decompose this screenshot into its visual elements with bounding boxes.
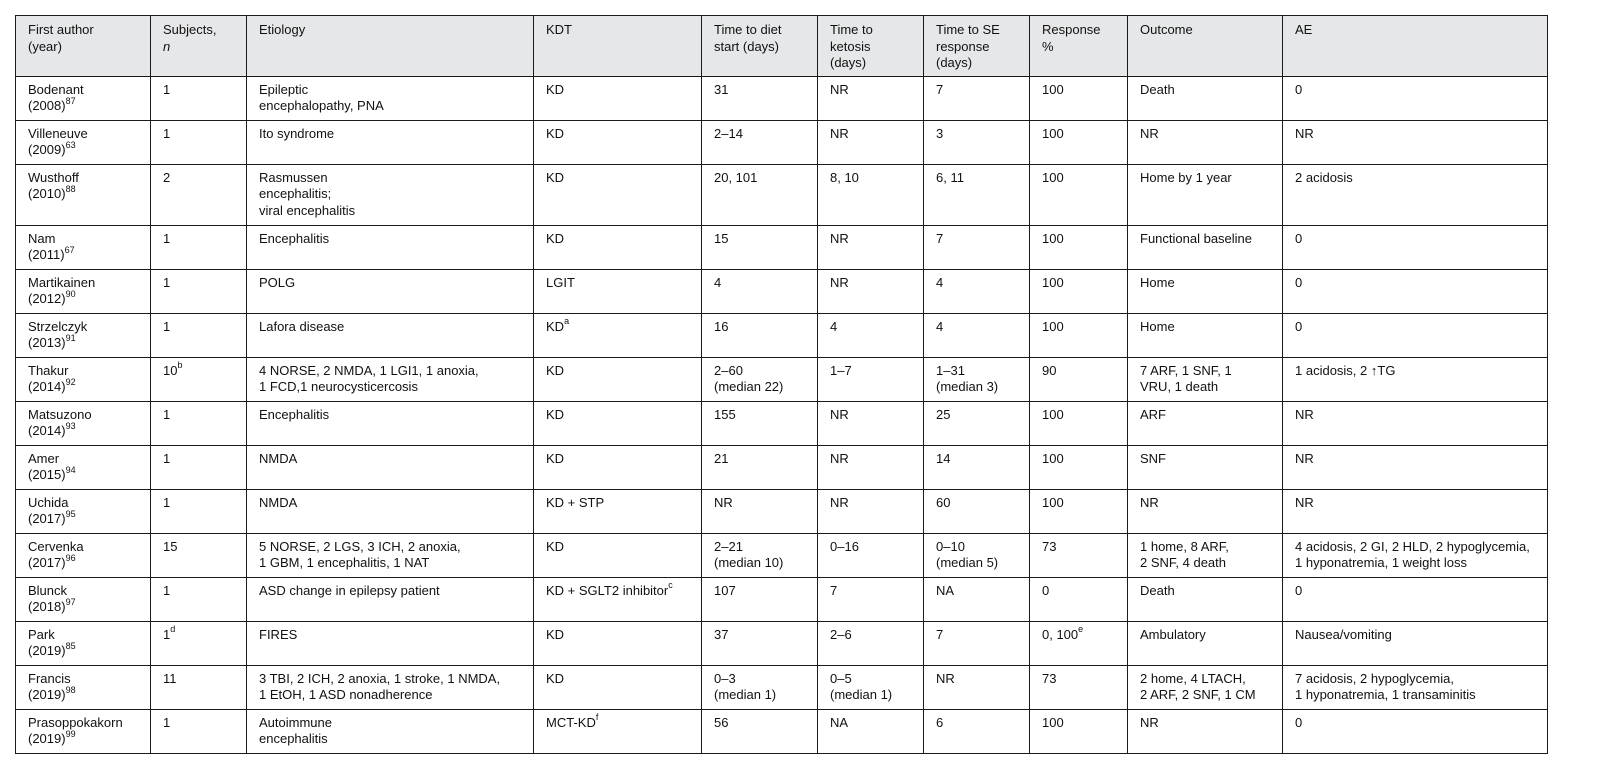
- cell-time-to-diet-start: 2–60 (median 22): [702, 357, 818, 401]
- cell-ae: NR: [1283, 120, 1548, 164]
- cell-response-percent: 73: [1030, 533, 1128, 577]
- cell-first-author: Matsuzono $(2014)^{93}$: [16, 401, 151, 445]
- cell-ae: NR: [1283, 445, 1548, 489]
- cell-subjects: 2: [151, 164, 247, 225]
- cell-kdt: LGIT: [534, 269, 702, 313]
- cell-kdt: KD: [534, 164, 702, 225]
- cell-kdt: KD: [534, 533, 702, 577]
- cell-time-to-se-response: 14: [924, 445, 1030, 489]
- cell-ae: NR: [1283, 401, 1548, 445]
- cell-time-to-diet-start: NR: [702, 489, 818, 533]
- cell-ae: 0: [1283, 269, 1548, 313]
- cell-ae: NR: [1283, 489, 1548, 533]
- cell-ae: 0: [1283, 225, 1548, 269]
- cell-etiology: NMDA: [247, 445, 534, 489]
- reference-superscript: 85: [65, 640, 76, 651]
- cell-first-author: Nam $(2011)^{67}$: [16, 225, 151, 269]
- table-row: [16, 489, 1548, 533]
- cell-response-percent: 100: [1030, 269, 1128, 313]
- cell-time-to-se-response: 7: [924, 225, 1030, 269]
- cell-outcome: SNF: [1128, 445, 1283, 489]
- cell-subjects: 1: [151, 225, 247, 269]
- table-row: [16, 401, 1548, 445]
- cell-etiology: POLG: [247, 269, 534, 313]
- header-time-to-diet-start: Time to diet start (days): [702, 16, 818, 77]
- cell-outcome: Home by 1 year: [1128, 164, 1283, 225]
- cell-time-to-se-response: 7: [924, 621, 1030, 665]
- cell-ae: 7 acidosis, 2 hypoglycemia, 1 hyponatremia, 1 transaminitis: [1283, 665, 1548, 709]
- cell-etiology: 5 NORSE, 2 LGS, 3 ICH, 2 anoxia, 1 GBM, 1 encephalitis, 1 NAT: [247, 533, 534, 577]
- cell-response-percent: 90: [1030, 357, 1128, 401]
- reference-superscript: 99: [65, 728, 76, 739]
- footnote-superscript: b: [177, 360, 183, 371]
- cell-time-to-diet-start: 2–21 (median 10): [702, 533, 818, 577]
- cell-time-to-ketosis: NR: [818, 76, 924, 120]
- footnote-superscript: a: [564, 316, 570, 327]
- cell-outcome: Functional baseline: [1128, 225, 1283, 269]
- table-row: [16, 577, 1548, 621]
- cell-time-to-se-response: 4: [924, 269, 1030, 313]
- cell-time-to-ketosis: 8, 10: [818, 164, 924, 225]
- header-ae: AE: [1283, 16, 1548, 77]
- cell-subjects: 1: [151, 313, 247, 357]
- study-summary-table: [15, 15, 1548, 754]
- cell-first-author: Martikainen $(2012)^{90}$: [16, 269, 151, 313]
- table-row: [16, 445, 1548, 489]
- cell-subjects: 1: [151, 269, 247, 313]
- cell-subjects: 1: [151, 445, 247, 489]
- cell-time-to-diet-start: 16: [702, 313, 818, 357]
- cell-ae: 0: [1283, 313, 1548, 357]
- data-table-container: [15, 15, 1547, 754]
- cell-etiology: 4 NORSE, 2 NMDA, 1 LGI1, 1 anoxia, 1 FCD,1 neurocysticercosis: [247, 357, 534, 401]
- footnote-superscript: c: [668, 580, 673, 591]
- cell-kdt: MCT-$KD^f$: [534, 709, 702, 753]
- cell-subjects: 1: [151, 401, 247, 445]
- cell-time-to-diet-start: 20, 101: [702, 164, 818, 225]
- cell-etiology: NMDA: [247, 489, 534, 533]
- cell-kdt: KD: [534, 225, 702, 269]
- cell-kdt: KD: [534, 621, 702, 665]
- table-row: [16, 120, 1548, 164]
- reference-superscript: 87: [65, 95, 76, 106]
- header-subjects: Subjects, n: [151, 16, 247, 77]
- cell-ae: 4 acidosis, 2 GI, 2 HLD, 2 hypoglycemia, 1 hyponatremia, 1 weight loss: [1283, 533, 1548, 577]
- cell-etiology: Encephalitis: [247, 225, 534, 269]
- cell-time-to-se-response: 0–10 (median 5): [924, 533, 1030, 577]
- cell-time-to-diet-start: 15: [702, 225, 818, 269]
- cell-time-to-se-response: 60: [924, 489, 1030, 533]
- table-row: [16, 665, 1548, 709]
- cell-time-to-diet-start: 56: [702, 709, 818, 753]
- cell-first-author: Cervenka $(2017)^{96}$: [16, 533, 151, 577]
- table-row: [16, 357, 1548, 401]
- reference-superscript: 90: [65, 288, 76, 299]
- reference-superscript: 95: [65, 508, 76, 519]
- cell-time-to-ketosis: 2–6: [818, 621, 924, 665]
- cell-first-author: Villeneuve $(2009)^{63}$: [16, 120, 151, 164]
- cell-outcome: 2 home, 4 LTACH, 2 ARF, 2 SNF, 1 CM: [1128, 665, 1283, 709]
- cell-etiology: FIRES: [247, 621, 534, 665]
- cell-outcome: NR: [1128, 709, 1283, 753]
- cell-time-to-se-response: 1–31 (median 3): [924, 357, 1030, 401]
- cell-time-to-diet-start: 107: [702, 577, 818, 621]
- cell-time-to-ketosis: NA: [818, 709, 924, 753]
- cell-response-percent: 100: [1030, 313, 1128, 357]
- cell-response-percent: 100: [1030, 164, 1128, 225]
- table-row: [16, 313, 1548, 357]
- cell-etiology: 3 TBI, 2 ICH, 2 anoxia, 1 stroke, 1 NMDA, 1 EtOH, 1 ASD nonadherence: [247, 665, 534, 709]
- cell-ae: 0: [1283, 76, 1548, 120]
- cell-response-percent: 100: [1030, 120, 1128, 164]
- cell-time-to-ketosis: 4: [818, 313, 924, 357]
- cell-time-to-diet-start: 21: [702, 445, 818, 489]
- cell-time-to-ketosis: 7: [818, 577, 924, 621]
- cell-kdt: KD: [534, 665, 702, 709]
- cell-time-to-se-response: NA: [924, 577, 1030, 621]
- cell-subjects: 1: [151, 709, 247, 753]
- cell-subjects: 1: [151, 120, 247, 164]
- cell-time-to-se-response: 6: [924, 709, 1030, 753]
- cell-first-author: Park $(2019)^{85}$: [16, 621, 151, 665]
- reference-superscript: 63: [65, 139, 76, 150]
- header-etiology: Etiology: [247, 16, 534, 77]
- cell-time-to-diet-start: 4: [702, 269, 818, 313]
- cell-etiology: Rasmussen encephalitis; viral encephalitis: [247, 164, 534, 225]
- cell-response-percent: 100: [1030, 225, 1128, 269]
- header-response-percent: Response %: [1030, 16, 1128, 77]
- reference-superscript: 96: [65, 552, 76, 563]
- cell-time-to-ketosis: NR: [818, 269, 924, 313]
- cell-first-author: Thakur $(2014)^{92}$: [16, 357, 151, 401]
- cell-time-to-se-response: 6, 11: [924, 164, 1030, 225]
- table-row: [16, 709, 1548, 753]
- cell-time-to-diet-start: 155: [702, 401, 818, 445]
- cell-response-percent: 0, 100e: [1030, 621, 1128, 665]
- cell-response-percent: 100: [1030, 401, 1128, 445]
- cell-response-percent: 100: [1030, 489, 1128, 533]
- cell-response-percent: 100: [1030, 445, 1128, 489]
- reference-superscript: 88: [65, 183, 76, 194]
- cell-first-author: Blunck $(2018)^{97}$: [16, 577, 151, 621]
- cell-time-to-diet-start: 0–3 (median 1): [702, 665, 818, 709]
- cell-time-to-ketosis: NR: [818, 401, 924, 445]
- table-row: [16, 76, 1548, 120]
- cell-outcome: Home: [1128, 313, 1283, 357]
- cell-kdt: $KD^a$: [534, 313, 702, 357]
- table-row: [16, 269, 1548, 313]
- cell-response-percent: 0: [1030, 577, 1128, 621]
- cell-kdt: KD: [534, 445, 702, 489]
- footnote-superscript: f: [595, 712, 599, 723]
- cell-time-to-se-response: 3: [924, 120, 1030, 164]
- cell-subjects: 1: [151, 577, 247, 621]
- cell-subjects: 11: [151, 665, 247, 709]
- cell-outcome: Death: [1128, 577, 1283, 621]
- cell-etiology: Ito syndrome: [247, 120, 534, 164]
- cell-outcome: NR: [1128, 489, 1283, 533]
- reference-superscript: 67: [64, 244, 75, 255]
- reference-superscript: 93: [65, 420, 76, 431]
- table-row: [16, 225, 1548, 269]
- cell-time-to-ketosis: 0–16: [818, 533, 924, 577]
- cell-outcome: ARF: [1128, 401, 1283, 445]
- table-header-row: [16, 16, 1548, 77]
- cell-time-to-ketosis: NR: [818, 120, 924, 164]
- cell-time-to-ketosis: NR: [818, 225, 924, 269]
- cell-outcome: Death: [1128, 76, 1283, 120]
- cell-subjects: 1$^d$: [151, 621, 247, 665]
- cell-time-to-se-response: NR: [924, 665, 1030, 709]
- cell-ae: 2 acidosis: [1283, 164, 1548, 225]
- cell-kdt: KD: [534, 357, 702, 401]
- cell-etiology: Lafora disease: [247, 313, 534, 357]
- cell-time-to-diet-start: 2–14: [702, 120, 818, 164]
- cell-subjects: 1: [151, 76, 247, 120]
- cell-time-to-ketosis: NR: [818, 445, 924, 489]
- table-row: [16, 164, 1548, 225]
- cell-ae: 0: [1283, 577, 1548, 621]
- cell-response-percent: 100: [1030, 709, 1128, 753]
- cell-time-to-se-response: 4: [924, 313, 1030, 357]
- cell-first-author: Strzelczyk $(2013)^{91}$: [16, 313, 151, 357]
- cell-first-author: Amer $(2015)^{94}$: [16, 445, 151, 489]
- cell-first-author: Francis $(2019)^{98}$: [16, 665, 151, 709]
- table-row: [16, 621, 1548, 665]
- header-kdt: KDT: [534, 16, 702, 77]
- cell-first-author: Uchida $(2017)^{95}$: [16, 489, 151, 533]
- cell-first-author: Prasoppokakorn $(2019)^{99}$: [16, 709, 151, 753]
- cell-outcome: 1 home, 8 ARF, 2 SNF, 4 death: [1128, 533, 1283, 577]
- reference-superscript: 98: [65, 684, 76, 695]
- header-time-to-se-response: Time to SE response (days): [924, 16, 1030, 77]
- reference-superscript: 92: [65, 376, 76, 387]
- cell-time-to-ketosis: 0–5 (median 1): [818, 665, 924, 709]
- cell-subjects: 15: [151, 533, 247, 577]
- reference-superscript: 97: [65, 596, 76, 607]
- cell-first-author: Bodenant $(2008)^{87}$: [16, 76, 151, 120]
- header-outcome: Outcome: [1128, 16, 1283, 77]
- cell-etiology: Epileptic encephalopathy, PNA: [247, 76, 534, 120]
- table-body: [16, 76, 1548, 753]
- cell-time-to-diet-start: 37: [702, 621, 818, 665]
- footnote-superscript: e: [1078, 624, 1084, 635]
- cell-time-to-se-response: 7: [924, 76, 1030, 120]
- cell-outcome: Home: [1128, 269, 1283, 313]
- cell-ae: 0: [1283, 709, 1548, 753]
- cell-etiology: Encephalitis: [247, 401, 534, 445]
- cell-time-to-diet-start: 31: [702, 76, 818, 120]
- reference-superscript: 91: [65, 332, 76, 343]
- cell-etiology: ASD change in epilepsy patient: [247, 577, 534, 621]
- cell-first-author: Wusthoff $(2010)^{88}$: [16, 164, 151, 225]
- cell-kdt: KD: [534, 76, 702, 120]
- header-time-to-ketosis: Time to ketosis (days): [818, 16, 924, 77]
- cell-time-to-se-response: 25: [924, 401, 1030, 445]
- reference-superscript: 94: [65, 464, 76, 475]
- cell-etiology: Autoimmune encephalitis: [247, 709, 534, 753]
- cell-response-percent: 73: [1030, 665, 1128, 709]
- cell-subjects: 10$^b$: [151, 357, 247, 401]
- cell-outcome: NR: [1128, 120, 1283, 164]
- cell-kdt: KD: [534, 401, 702, 445]
- cell-subjects: 1: [151, 489, 247, 533]
- cell-kdt: KD: [534, 120, 702, 164]
- cell-response-percent: 100: [1030, 76, 1128, 120]
- cell-time-to-ketosis: 1–7: [818, 357, 924, 401]
- cell-kdt: KD + STP: [534, 489, 702, 533]
- cell-time-to-ketosis: NR: [818, 489, 924, 533]
- footnote-superscript: d: [170, 624, 176, 635]
- table-row: [16, 533, 1548, 577]
- cell-outcome: Ambulatory: [1128, 621, 1283, 665]
- header-first-author: First author (year): [16, 16, 151, 77]
- cell-outcome: 7 ARF, 1 SNF, 1 VRU, 1 death: [1128, 357, 1283, 401]
- cell-ae: Nausea/vomiting: [1283, 621, 1548, 665]
- cell-ae: 1 acidosis, 2 ↑TG: [1283, 357, 1548, 401]
- cell-kdt: KD + SGLT2 inhibitor$^c$: [534, 577, 702, 621]
